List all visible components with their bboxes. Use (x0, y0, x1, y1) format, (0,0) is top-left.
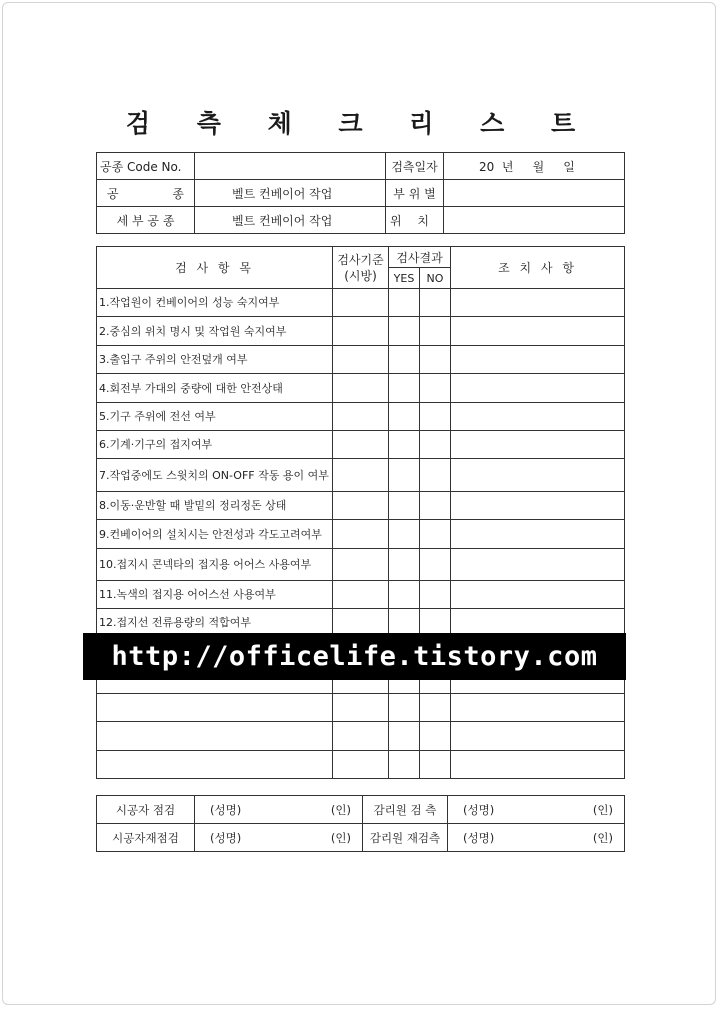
supervisor-check-sign[interactable] (448, 796, 625, 824)
table-row (97, 431, 625, 459)
checklist-rows (97, 289, 625, 779)
table-row (97, 289, 625, 317)
action-cell[interactable] (451, 459, 625, 492)
item-header: 검 사 항 목 (97, 247, 333, 289)
checklist-table (96, 246, 625, 779)
code-label: 공종 Code No. (97, 153, 195, 180)
action-cell[interactable] (451, 722, 625, 751)
part-label: 부 위 별 (386, 180, 444, 207)
no-cell[interactable] (420, 431, 451, 459)
standard-cell[interactable] (333, 722, 389, 751)
name-label: (성명) (463, 802, 495, 817)
check-item-text: 3.출입구 주위의 안전덮개 여부 (97, 346, 333, 374)
action-cell[interactable] (451, 751, 625, 779)
no-header: NO (420, 268, 451, 289)
action-cell[interactable] (451, 374, 625, 403)
standard-header-line1: 검사기준 (337, 252, 384, 267)
table-row (97, 403, 625, 431)
yes-cell[interactable] (389, 403, 420, 431)
check-item-text: 11.녹색의 접지용 어어스선 사용여부 (97, 581, 333, 609)
no-cell[interactable] (420, 549, 451, 581)
action-cell[interactable] (451, 492, 625, 520)
contractor-check-sign[interactable] (195, 796, 363, 824)
seal-label: (인) (592, 830, 613, 845)
check-item-text (97, 751, 333, 779)
type-label: 공 종 (97, 180, 195, 207)
check-item-text: 10.접지시 콘넥타의 접지용 어어스 사용여부 (97, 549, 333, 581)
yes-cell[interactable] (389, 346, 420, 374)
check-item-text: 4.회전부 가대의 중량에 대한 안전상태 (97, 374, 333, 403)
date-label: 검측일자 (386, 153, 444, 180)
standard-cell[interactable] (333, 492, 389, 520)
standard-cell[interactable] (333, 289, 389, 317)
table-row (97, 317, 625, 346)
check-item-text: 2.중심의 위치 명시 및 작업원 숙지여부 (97, 317, 333, 346)
table-row (97, 581, 625, 609)
watermark-banner: http://officelife.tistory.com (83, 633, 626, 680)
table-row (97, 374, 625, 403)
standard-cell[interactable] (333, 751, 389, 779)
part-value[interactable] (444, 180, 625, 207)
standard-header-line2: (시방) (344, 268, 377, 283)
table-row (97, 459, 625, 492)
yes-cell[interactable] (389, 374, 420, 403)
check-item-text: 1.작업원이 컨베이어의 성능 숙지여부 (97, 289, 333, 317)
standard-cell[interactable] (333, 549, 389, 581)
yes-cell[interactable] (389, 751, 420, 779)
contractor-recheck-label: 시공자재점검 (97, 824, 195, 852)
no-cell[interactable] (420, 289, 451, 317)
yes-cell[interactable] (389, 431, 420, 459)
subtype-label: 세 부 공 종 (97, 207, 195, 234)
yes-cell[interactable] (389, 549, 420, 581)
action-header: 조 치 사 항 (451, 247, 625, 289)
check-item-text: 6.기계·기구의 접지여부 (97, 431, 333, 459)
no-cell[interactable] (420, 520, 451, 549)
check-item-text: 8.이동·운반할 때 발밑의 정리정돈 상태 (97, 492, 333, 520)
no-cell[interactable] (420, 722, 451, 751)
supervisor-recheck-label: 감리원 재검측 (363, 824, 448, 852)
table-row (97, 722, 625, 751)
table-row (97, 549, 625, 581)
no-cell[interactable] (420, 346, 451, 374)
check-item-text: 7.작업중에도 스윗치의 ON-OFF 작동 용이 여부 (97, 459, 333, 492)
standard-cell[interactable] (333, 459, 389, 492)
supervisor-recheck-sign[interactable] (448, 824, 625, 852)
table-row (97, 520, 625, 549)
supervisor-check-label: 감리원 검 측 (363, 796, 448, 824)
no-cell[interactable] (420, 694, 451, 722)
seal-label: (인) (592, 802, 613, 817)
signature-table (96, 795, 625, 852)
standard-cell[interactable] (333, 694, 389, 722)
yes-cell[interactable] (389, 581, 420, 609)
standard-header (333, 247, 389, 289)
seal-label: (인) (330, 830, 351, 845)
name-label: (성명) (210, 802, 242, 817)
contractor-recheck-sign[interactable] (195, 824, 363, 852)
standard-cell[interactable] (333, 581, 389, 609)
date-value[interactable]: 20 년 월 일 (444, 153, 625, 180)
table-row (97, 694, 625, 722)
contractor-check-label: 시공자 점검 (97, 796, 195, 824)
check-item-text (97, 722, 333, 751)
no-cell[interactable] (420, 459, 451, 492)
yes-cell[interactable] (389, 722, 420, 751)
action-cell[interactable] (451, 549, 625, 581)
standard-cell[interactable] (333, 346, 389, 374)
document-title: 검 측 체 크 리 스 트 (125, 109, 595, 138)
yes-cell[interactable] (389, 520, 420, 549)
action-cell[interactable] (451, 581, 625, 609)
code-value[interactable] (195, 153, 386, 180)
no-cell[interactable] (420, 403, 451, 431)
standard-cell[interactable] (333, 374, 389, 403)
check-item-text: 5.기구 주위에 전선 여부 (97, 403, 333, 431)
table-row (97, 346, 625, 374)
no-cell[interactable] (420, 317, 451, 346)
name-label: (성명) (210, 830, 242, 845)
action-cell[interactable] (451, 431, 625, 459)
action-cell[interactable] (451, 346, 625, 374)
yes-cell[interactable] (389, 317, 420, 346)
no-cell[interactable] (420, 581, 451, 609)
no-cell[interactable] (420, 374, 451, 403)
location-label: 위 치 (386, 207, 444, 234)
yes-cell[interactable] (389, 289, 420, 317)
action-cell[interactable] (451, 317, 625, 346)
action-cell[interactable] (451, 694, 625, 722)
action-cell[interactable] (451, 289, 625, 317)
table-row (97, 492, 625, 520)
check-item-text (97, 694, 333, 722)
type-value[interactable]: 벨트 컨베이어 작업 (195, 180, 386, 207)
standard-cell[interactable] (333, 431, 389, 459)
table-row (97, 751, 625, 779)
yes-cell[interactable] (389, 492, 420, 520)
yes-cell[interactable] (389, 694, 420, 722)
info-table (96, 152, 625, 234)
subtype-value[interactable]: 벨트 컨베이어 작업 (195, 207, 386, 234)
no-cell[interactable] (420, 492, 451, 520)
location-value[interactable] (444, 207, 625, 234)
standard-cell[interactable] (333, 403, 389, 431)
action-cell[interactable] (451, 403, 625, 431)
yes-cell[interactable] (389, 459, 420, 492)
standard-cell[interactable] (333, 317, 389, 346)
no-cell[interactable] (420, 751, 451, 779)
action-cell[interactable] (451, 520, 625, 549)
seal-label: (인) (330, 802, 351, 817)
result-header: 검사결과 (389, 247, 451, 268)
check-item-text: 9.컨베이어의 설치시는 안전성과 각도고려여부 (97, 520, 333, 549)
yes-header: YES (389, 268, 420, 289)
name-label: (성명) (463, 830, 495, 845)
standard-cell[interactable] (333, 520, 389, 549)
check-item-text: 12.접지선 전류용량의 적합여부 (97, 609, 333, 637)
